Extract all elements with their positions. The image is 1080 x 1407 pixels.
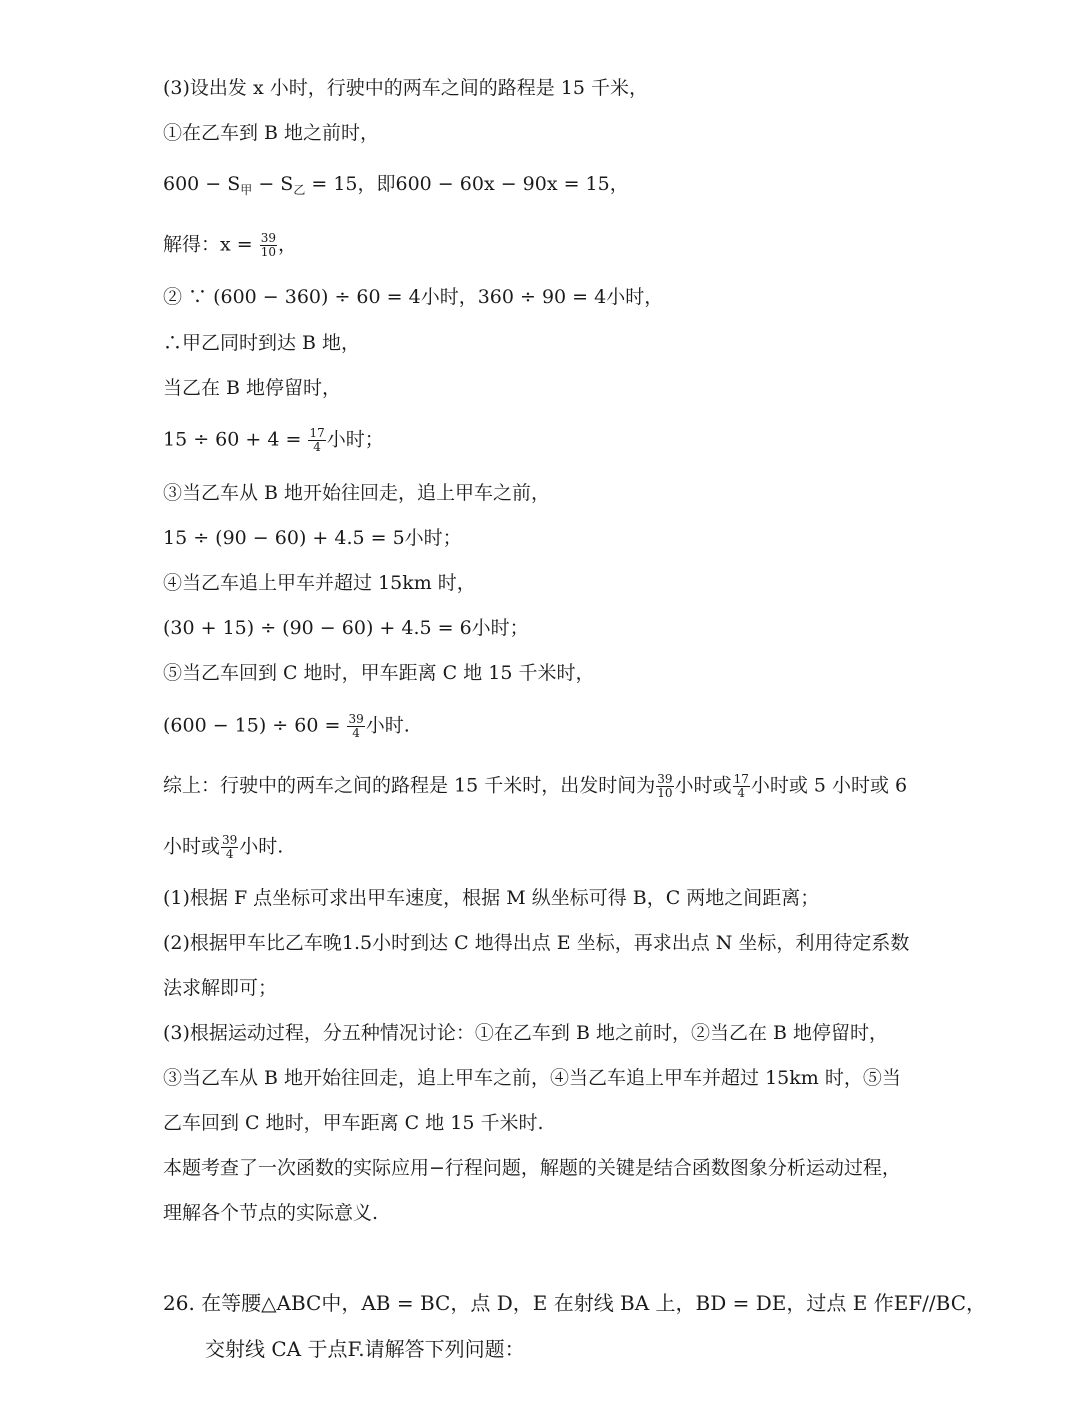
text-line: 15 ÷ (90 − 60) + 4.5 = 5小时；: [163, 527, 462, 549]
analysis-line: ③当乙车从 B 地开始往回走，追上甲车之前，④当乙车追上甲车并超过 15km 时，⑤当: [163, 1067, 901, 1089]
text-line: 当乙在 B 地停留时，: [163, 377, 342, 399]
analysis-line: 法求解即可；: [163, 977, 278, 999]
fraction: $\frac{17}{4}$: [733, 772, 749, 800]
analysis-line: 乙车回到 C 地时，甲车距离 C 地 15 千米时.: [163, 1112, 544, 1134]
text-line: ①在乙车到 B 地之前时，: [163, 122, 380, 144]
text-line: ⑤当乙车回到 C 地时，甲车距离 C 地 15 千米时，: [163, 662, 595, 684]
fraction: $\frac{39}{4}$: [348, 712, 364, 740]
analysis-line: (2)根据甲车比乙车晚1.5小时到达 C 地得出点 E 坐标，再求出点 N 坐标，利用待定系数: [163, 932, 910, 954]
text-line: ∴甲乙同时到达 B 地，: [163, 332, 361, 354]
equation-line: $600 - S_甲 - S_乙 = 15$，即600 − 60x − 90x = 15，: [163, 173, 629, 197]
text-line: ④当乙车追上甲车并超过 15km 时，: [163, 572, 476, 594]
fraction: $\frac{39}{10}$: [260, 231, 276, 259]
equation-line: 解得：x = $\frac{39}{10}$ ，: [163, 231, 298, 259]
fraction: $\frac{39}{10}$: [657, 772, 673, 800]
comment-line: 理解各个节点的实际意义.: [163, 1202, 379, 1224]
comment-line: 本题考查了一次函数的实际应用−行程问题，解题的关键是结合函数图象分析运动过程，: [163, 1157, 901, 1179]
equation-line: 15 ÷ 60 + 4 = $\frac{17}{4}$ 小时；: [163, 426, 384, 454]
analysis-line: (1)根据 F 点坐标可求出甲车速度，根据 M 纵坐标可得 B，C 两地之间距离；: [163, 887, 820, 909]
text-line: ② ∵ (600 − 360) ÷ 60 = 4小时，360 ÷ 90 = 4小时，: [163, 286, 664, 308]
fraction: $\frac{39}{4}$: [222, 833, 238, 861]
analysis-line: (3)根据运动过程，分五种情况讨论：①在乙车到 B 地之前时，②当乙在 B 地停留时，: [163, 1022, 888, 1044]
summary-line: 小时或 $\frac{39}{4}$ 小时.: [163, 833, 284, 861]
question-26-line2: 交射线 CA 于点F.请解答下列问题：: [205, 1337, 525, 1361]
text-line: (3)设出发 x 小时，行驶中的两车之间的路程是 15 千米，: [163, 77, 648, 99]
equation-line: (600 − 15) ÷ 60 = $\frac{39}{4}$ 小时.: [163, 712, 410, 740]
text-line: (30 + 15) ÷ (90 − 60) + 4.5 = 6小时；: [163, 617, 529, 639]
text-line: ③当乙车从 B 地开始往回走，追上甲车之前，: [163, 482, 551, 504]
fraction: $\frac{17}{4}$: [309, 426, 325, 454]
summary-line: 综上：行驶中的两车之间的路程是 15 千米时，出发时间为 $\frac{39}{10}$ 小时或 $\frac{17}{4}$ 小时或 5 小时或 6: [163, 772, 908, 800]
question-26-line1: 26. 在等腰△ABC中，AB = BC，点 D，E 在射线 BA 上，BD = DE，过点 E 作EF//BC，: [163, 1291, 987, 1315]
